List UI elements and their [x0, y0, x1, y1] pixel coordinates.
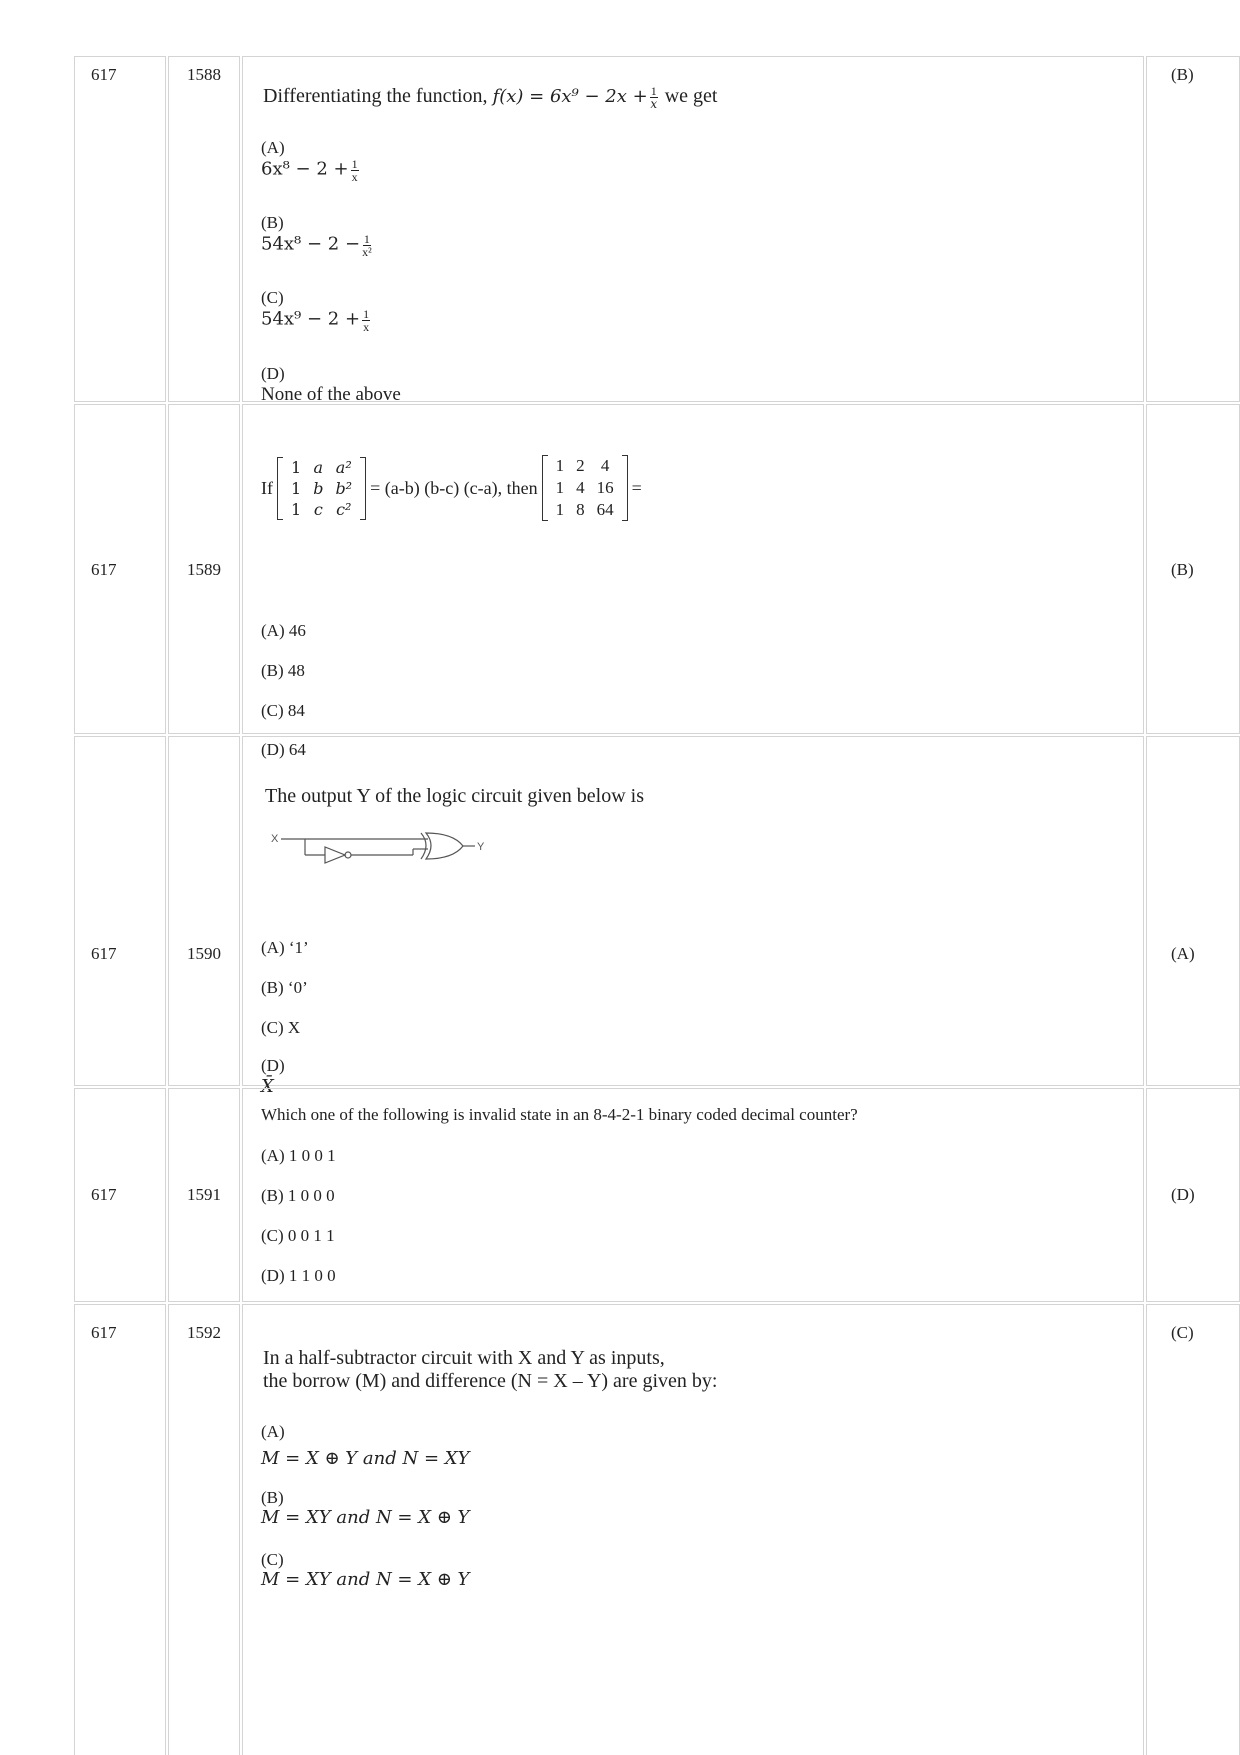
answer: (C) — [1171, 1323, 1194, 1342]
question-text: In a half-subtractor circuit with X and Y as inputs, the borrow (M) and difference (N = X – Y) are given by: — [263, 1347, 718, 1392]
matrix-1: 1 a a² 1 b b² 1 c c² — [277, 457, 366, 520]
option-a: (A) 46 — [261, 621, 306, 640]
answer: (D) — [1171, 1185, 1195, 1204]
option-c: (C) X — [261, 1018, 301, 1037]
option-b: (B) ‘0’ — [261, 978, 308, 997]
question-id: 1592 — [187, 1323, 221, 1342]
option-c: (C) 0 0 1 1 — [261, 1226, 335, 1245]
option-b: (B) 1 0 0 0 — [261, 1186, 335, 1205]
question-text: Differentiating the function, f(x) = 6x⁹ − 2x + $\frac{1}{x}$ we get — [263, 84, 718, 111]
code: 617 — [91, 1185, 117, 1204]
fraction: $\frac{1}{x}$ — [650, 84, 658, 111]
option-c: (C) 54x⁹ − 2 + $\frac{1}{x}$ — [261, 288, 370, 334]
code: 617 — [91, 560, 117, 579]
qid-cell — [168, 56, 240, 402]
option-a: (A) ‘1’ — [261, 938, 309, 957]
question-row — [74, 736, 1195, 1097]
option-b: (B) 54x⁸ − 2 − $\frac{1}{\text{x²}}$ — [261, 213, 372, 259]
option-b: (B) M = XY and N = X ⊕ Y — [261, 1488, 470, 1528]
answer-cell — [1146, 56, 1240, 402]
question-text: The output Y of the logic circuit given below is — [265, 785, 644, 807]
question-cell — [242, 56, 1144, 405]
answer: (A) — [1171, 944, 1195, 963]
option-c: (C) M = XY and N = X ⊕ Y — [261, 1550, 470, 1590]
question-row — [74, 1088, 1195, 1302]
option-d: (D) 64 — [261, 740, 306, 759]
code: 617 — [91, 1323, 117, 1342]
question-row — [74, 1304, 1194, 1755]
answer: (B) — [1171, 560, 1194, 579]
logic-circuit-diagram — [263, 827, 493, 877]
question-id: 1588 — [187, 65, 221, 84]
matrix-2: 1 2 4 1 4 16 1 8 64 — [542, 455, 628, 521]
question-id: 1591 — [187, 1185, 221, 1204]
question-text: If 1 a a² 1 b b² 1 c c² = (a-b) (b-c) (c-a), then 1 2 4 1 4 16 1 8 64 = — [261, 456, 642, 519]
question-row — [74, 404, 1194, 759]
option-a: (A) M = X ⊕ Y and N = XY — [261, 1422, 470, 1469]
question-text: Which one of the following is invalid state in an 8-4-2-1 binary coded decimal counter? — [261, 1105, 858, 1124]
question-id: 1590 — [187, 944, 221, 963]
option-c: (C) 84 — [261, 701, 305, 720]
option-b: (B) 48 — [261, 661, 305, 680]
question-id: 1589 — [187, 560, 221, 579]
circuit-output-label: Y — [477, 841, 485, 853]
option-a: (A) 6x⁸ − 2 + $\frac{1}{x}$ — [261, 138, 358, 184]
option-d: (D) None of the above — [261, 364, 401, 405]
code: 617 — [91, 944, 117, 963]
circuit-input-label: X — [271, 833, 279, 845]
option-d: (D) X̄ — [261, 1056, 285, 1097]
question-row — [74, 56, 1194, 405]
answer: (B) — [1171, 65, 1194, 84]
code: 617 — [91, 65, 117, 84]
option-a: (A) 1 0 0 1 — [261, 1146, 336, 1165]
code-cell — [74, 56, 166, 402]
option-d: (D) 1 1 0 0 — [261, 1266, 336, 1285]
